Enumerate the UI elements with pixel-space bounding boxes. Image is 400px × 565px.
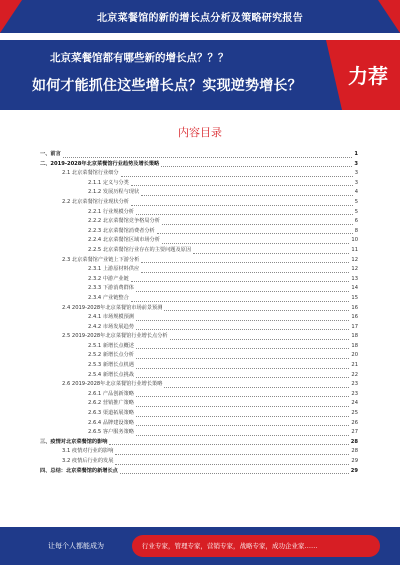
toc-entry[interactable]: [40, 419, 358, 429]
toc-entry-text: 2.3.4 产业链整合: [88, 294, 129, 301]
toc-leader-dots: [141, 272, 349, 273]
toc-entry-text: 2.5.1 新增长点概述: [88, 342, 134, 349]
toc-entry-page: 11: [351, 246, 358, 253]
toc-entry-page: 26: [351, 419, 358, 426]
toc-leader-dots: [131, 301, 350, 302]
headline-main: 如何才能抓住这些增长点？实现逆势增长？: [32, 78, 302, 94]
toc-leader-dots: [136, 214, 353, 215]
toc-entry-page: 3: [354, 179, 358, 186]
toc-entry[interactable]: [40, 380, 358, 390]
toc-entry[interactable]: [40, 188, 358, 198]
toc-entry[interactable]: [40, 160, 358, 170]
toc-entry[interactable]: [40, 447, 358, 457]
toc-entry[interactable]: [40, 371, 358, 381]
toc-entry-page: 28: [350, 438, 358, 445]
toc-entry[interactable]: [40, 169, 358, 179]
toc-entry-page: 25: [351, 410, 358, 417]
toc-entry[interactable]: [40, 428, 358, 438]
toc-entry-text: 四、总结：北京菜餐馆的新增长点: [40, 467, 118, 474]
toc-entry-text: 2.2 北京菜餐馆行业现状分析: [62, 198, 129, 205]
toc-leader-dots: [115, 464, 349, 465]
toc-leader-dots: [136, 396, 349, 397]
toc-leader-dots: [136, 406, 349, 407]
report-title: 北京菜餐馆的新的增长点分析及策略研究报告: [97, 13, 303, 24]
toc-entry[interactable]: [40, 275, 358, 285]
toc-leader-dots: [120, 473, 349, 474]
toc-entry-text: 2.2.2 北京菜餐馆竞争格局分析: [88, 218, 160, 225]
toc-entry-text: 2.5.2 新增长点分析: [88, 352, 134, 359]
toc-entry-page: 24: [351, 400, 358, 407]
toc-entry-page: 15: [351, 294, 358, 301]
toc-leader-dots: [164, 387, 349, 388]
toc-leader-dots: [109, 444, 348, 445]
toc-leader-dots: [136, 368, 349, 369]
toc-entry-text: 2.1 北京菜餐馆行业细分: [62, 170, 119, 177]
toc-entry-text: 3.2 疫情后行业的发展: [62, 458, 114, 464]
toc-leader-dots: [170, 339, 350, 340]
headline-question: 北京菜餐馆都有哪些新的增长点？？？: [50, 52, 229, 64]
toc-entry[interactable]: [40, 457, 358, 467]
toc-entry-page: 28: [351, 448, 358, 455]
toc-entry[interactable]: [40, 217, 358, 227]
toc-leader-dots: [115, 454, 349, 455]
toc-leader-dots: [162, 224, 353, 225]
toc-entry-text: 2.3.2 中游产业链: [88, 275, 129, 282]
toc-entry-text: 二、2019-2028年北京菜餐馆行业趋势及增长策略: [40, 160, 160, 167]
toc-entry-page: 3: [354, 160, 358, 167]
toc-entry-text: 2.3.1 上游原材料供应: [88, 266, 140, 273]
toc-entry-page: 3: [354, 170, 358, 177]
toc-entry[interactable]: [40, 179, 358, 189]
toc-entry[interactable]: [40, 284, 358, 294]
toc-entry-text: 2.6.2 营销推广策略: [88, 400, 134, 407]
toc-entry-page: 6: [354, 218, 358, 225]
toc-entry-page: 5: [354, 198, 358, 205]
toc-entry[interactable]: [40, 342, 358, 352]
toc-entry[interactable]: [40, 265, 358, 275]
top-right-accent: [378, 0, 400, 33]
toc-leader-dots: [136, 291, 349, 292]
toc-entry-page: 17: [351, 323, 358, 330]
toc-entry-text: 三、疫情对北京菜餐馆的影响: [40, 438, 108, 445]
toc-leader-dots: [136, 348, 349, 349]
toc-entry-text: 2.3.3 下游消费群体: [88, 285, 134, 292]
toc-entry-page: 29: [351, 458, 358, 464]
toc-entry[interactable]: [40, 351, 358, 361]
toc-leader-dots: [131, 281, 350, 282]
footer-pill-text: 行业专家，管理专家，营销专家，战略专家，成功企业家……: [142, 542, 318, 550]
toc-entry[interactable]: [40, 361, 358, 371]
toc-leader-dots: [131, 185, 353, 186]
recommend-badge: 力荐: [348, 64, 388, 88]
hero-red-tip: [326, 40, 342, 110]
toc-entry-text: 2.3 北京菜餐馆产业链上下游分析: [62, 256, 140, 263]
toc-entry[interactable]: [40, 313, 358, 323]
toc-entry-page: 12: [351, 266, 358, 273]
toc-entry-page: 10: [351, 237, 358, 244]
toc-leader-dots: [63, 157, 353, 158]
table-of-contents: [40, 150, 358, 476]
toc-entry-text: 2.1.1 定义与分类: [88, 179, 129, 186]
toc-entry-text: 2.5.4 新增长点挑战: [88, 371, 134, 378]
toc-entry[interactable]: [40, 227, 358, 237]
toc-entry-page: 23: [351, 390, 358, 397]
toc-entry-page: 4: [354, 189, 358, 196]
toc-entry-page: 27: [351, 429, 358, 436]
toc-entry-text: 2.6.4 品牌建设策略: [88, 419, 134, 426]
toc-leader-dots: [136, 358, 349, 359]
toc-entry-page: 13: [351, 275, 358, 282]
toc-entry[interactable]: [40, 409, 358, 419]
toc-entry-text: 2.4 2019-2028年北京菜餐馆市场前景预测: [62, 304, 163, 311]
toc-leader-dots: [131, 205, 353, 206]
toc-entry[interactable]: [40, 438, 358, 448]
toc-leader-dots: [141, 195, 353, 196]
toc-leader-dots: [121, 176, 353, 177]
toc-leader-dots: [136, 416, 349, 417]
toc-entry[interactable]: [40, 150, 358, 160]
toc-entry-page: 12: [351, 256, 358, 263]
toc-entry-page: 14: [351, 285, 358, 292]
toc-entry-text: 2.4.1 市场规模预测: [88, 314, 134, 321]
toc-entry[interactable]: [40, 304, 358, 314]
toc-entry-page: 21: [351, 362, 358, 369]
toc-leader-dots: [157, 233, 353, 234]
toc-entry-text: 2.6.1 产品创新策略: [88, 390, 134, 397]
toc-entry[interactable]: [40, 323, 358, 333]
toc-entry-page: 22: [351, 371, 358, 378]
toc-leader-dots: [164, 310, 349, 311]
toc-entry-text: 2.5 2019-2028年北京菜餐馆行业增长点分析: [62, 333, 168, 340]
toc-leader-dots: [136, 377, 349, 378]
toc-entry[interactable]: [40, 236, 358, 246]
toc-entry-text: 2.4.2 市场发展趋势: [88, 323, 134, 330]
top-banner: [0, 0, 400, 33]
toc-entry[interactable]: [40, 208, 358, 218]
toc-entry-page: 1: [354, 151, 358, 157]
toc-leader-dots: [161, 166, 352, 167]
toc-entry-text: 2.6.3 渠道拓展策略: [88, 410, 134, 417]
toc-entry-page: 18: [351, 333, 358, 340]
toc-entry-page: 8: [354, 227, 358, 234]
toc-leader-dots: [136, 425, 349, 426]
toc-leader-dots: [136, 329, 349, 330]
top-left-accent: [0, 0, 22, 33]
toc-entry-page: 16: [351, 314, 358, 321]
toc-entry[interactable]: [40, 399, 358, 409]
toc-leader-dots: [141, 262, 349, 263]
toc-entry-page: 23: [351, 381, 358, 388]
toc-entry-text: 2.1.2 发展历程与现状: [88, 189, 140, 196]
toc-leader-dots: [136, 320, 349, 321]
toc-entry-page: 20: [351, 352, 358, 359]
toc-entry-page: 29: [350, 467, 358, 474]
toc-entry-text: 2.2.3 北京菜餐馆消费者分析: [88, 227, 155, 234]
toc-entry-text: 2.2.5 北京菜餐馆行业存在的主要问题及原因: [88, 246, 192, 253]
footer-slogan: 让每个人都能成为: [48, 542, 104, 550]
toc-entry[interactable]: [40, 467, 358, 477]
toc-entry[interactable]: [40, 256, 358, 266]
toc-leader-dots: [162, 243, 349, 244]
toc-entry-text: 2.5.3 新增长点机遇: [88, 362, 134, 369]
toc-entry-text: 2.6.5 客户服务策略: [88, 429, 134, 436]
toc-entry[interactable]: [40, 246, 358, 256]
toc-entry[interactable]: [40, 332, 358, 342]
toc-entry[interactable]: [40, 390, 358, 400]
toc-entry-text: 2.2.4 北京菜餐馆区域市场分析: [88, 237, 160, 244]
toc-entry-page: 16: [351, 304, 358, 311]
toc-entry-page: 5: [354, 208, 358, 215]
toc-leader-dots: [193, 253, 349, 254]
toc-entry-text: 3.1 疫情对行业的影响: [62, 448, 114, 455]
toc-entry[interactable]: [40, 198, 358, 208]
toc-entry[interactable]: [40, 294, 358, 304]
toc-entry-page: 18: [351, 342, 358, 349]
toc-title: 内容目录: [178, 126, 222, 139]
toc-entry-text: 2.2.1 行业规模分析: [88, 208, 134, 215]
toc-entry-text: 一、前言: [40, 151, 61, 157]
toc-entry-text: 2.6 2019-2028年北京菜餐馆行业增长策略: [62, 381, 163, 388]
toc-leader-dots: [136, 435, 349, 436]
